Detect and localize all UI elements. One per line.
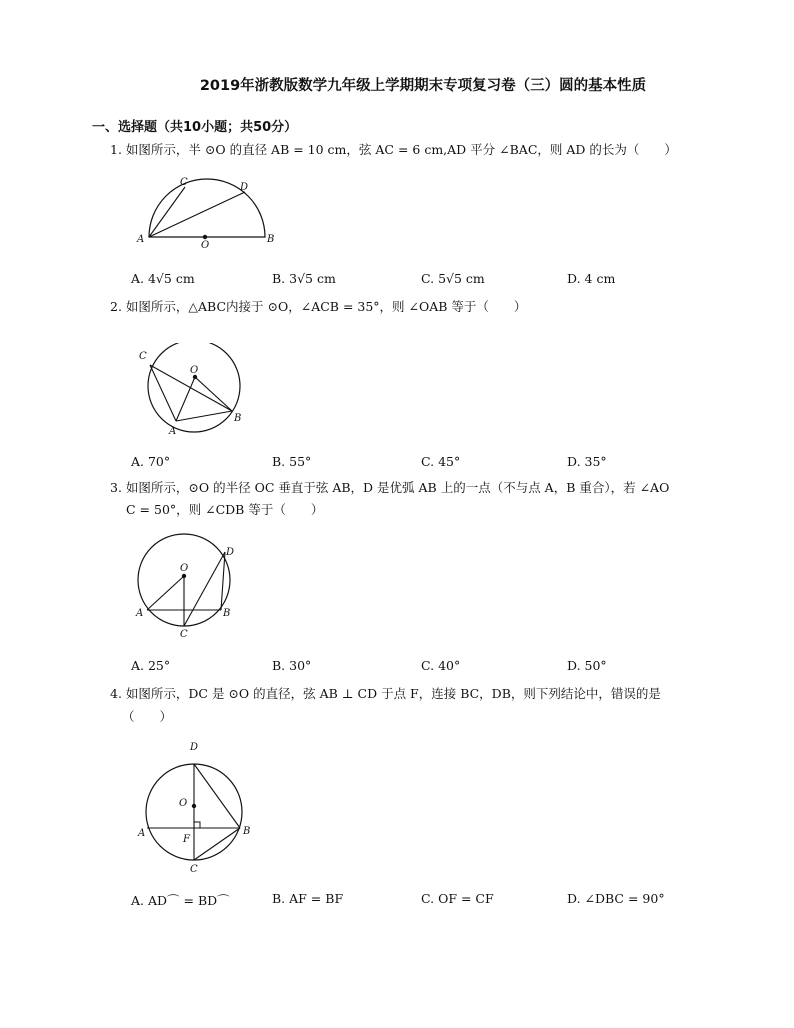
q2-label-b: B	[234, 413, 242, 424]
q1-option-c: C. 5√5 cm	[421, 271, 485, 286]
q1-label-a: A	[137, 234, 145, 245]
q2-option-c: C. 45°	[421, 454, 461, 469]
q4-label-c: C	[190, 864, 198, 875]
q4-label-b: B	[243, 826, 251, 837]
q1-option-b: B. 3√5 cm	[272, 271, 336, 286]
question-3-stem-line2: C = 50°，则 ∠CDB 等于（ ）	[126, 502, 324, 517]
q3-option-c: C. 40°	[421, 658, 461, 673]
q1-label-b: B	[267, 234, 275, 245]
q3-option-b: B. 30°	[272, 658, 312, 673]
q4-label-f: F	[183, 834, 190, 845]
q1-option-d: D. 4 cm	[567, 271, 616, 286]
question-1-options	[131, 271, 651, 289]
q4-option-d: D. ∠DBC = 90°	[567, 891, 665, 906]
question-3-options	[131, 658, 651, 676]
question-4-stem-line2: （ ）	[122, 709, 173, 724]
question-2-stem: 2. 如图所示，△ABC内接于 ⊙O，∠ACB = 35°，则 ∠OAB 等于（ ）	[110, 299, 527, 314]
q4-option-a: A. AD⌒ = BD⌒	[131, 893, 230, 908]
q4-option-c: C. OF = CF	[421, 891, 494, 906]
q1-label-d: D	[240, 182, 249, 193]
q2-label-o: O	[190, 365, 199, 376]
question-4-figure	[134, 736, 258, 876]
question-3-stem-line1: 3. 如图所示，⊙O 的半径 OC 垂直于弦 AB，D 是优弧 AB 上的一点（不与点 A，B 重合），若 ∠AO	[110, 480, 670, 495]
q1-label-c: C	[180, 177, 188, 188]
q3-label-o: O	[180, 563, 189, 574]
question-1-figure	[136, 176, 282, 252]
q3-label-c: C	[180, 629, 188, 640]
question-2-figure	[134, 343, 258, 439]
q1-option-a: A. 4√5 cm	[131, 271, 195, 286]
question-4-options	[131, 891, 665, 909]
q4-label-o: O	[179, 798, 188, 809]
q2-label-a: A	[169, 426, 177, 437]
q3-label-a: A	[136, 608, 144, 619]
q4-option-b: B. AF = BF	[272, 891, 344, 906]
q4-label-d: D	[190, 742, 199, 753]
q1-label-o: O	[201, 240, 210, 251]
question-2-options	[131, 454, 651, 472]
q2-option-a: A. 70°	[131, 454, 171, 469]
q3-option-a: A. 25°	[131, 658, 171, 673]
q2-option-b: B. 55°	[272, 454, 312, 469]
question-1-stem: 1. 如图所示，半 ⊙O 的直径 AB = 10 cm，弦 AC = 6 cm,AD 平分 ∠BAC，则 AD 的长为（ ）	[110, 142, 677, 157]
q3-label-d: D	[226, 547, 235, 558]
q3-option-d: D. 50°	[567, 658, 607, 673]
section-heading: 一、选择题（共10小题；共50分）	[92, 120, 298, 135]
question-4-stem-line1: 4. 如图所示，DC 是 ⊙O 的直径，弦 AB ⊥ CD 于点 F，连接 BC，DB，则下列结论中，错误的是	[110, 686, 661, 701]
q2-option-d: D. 35°	[567, 454, 607, 469]
q4-label-a: A	[138, 828, 146, 839]
question-3-figure	[132, 530, 246, 642]
q3-label-b: B	[223, 608, 231, 619]
page-title: 2019年浙教版数学九年级上学期期末专项复习卷（三）圆的基本性质	[199, 78, 647, 94]
q2-label-c: C	[139, 351, 147, 362]
